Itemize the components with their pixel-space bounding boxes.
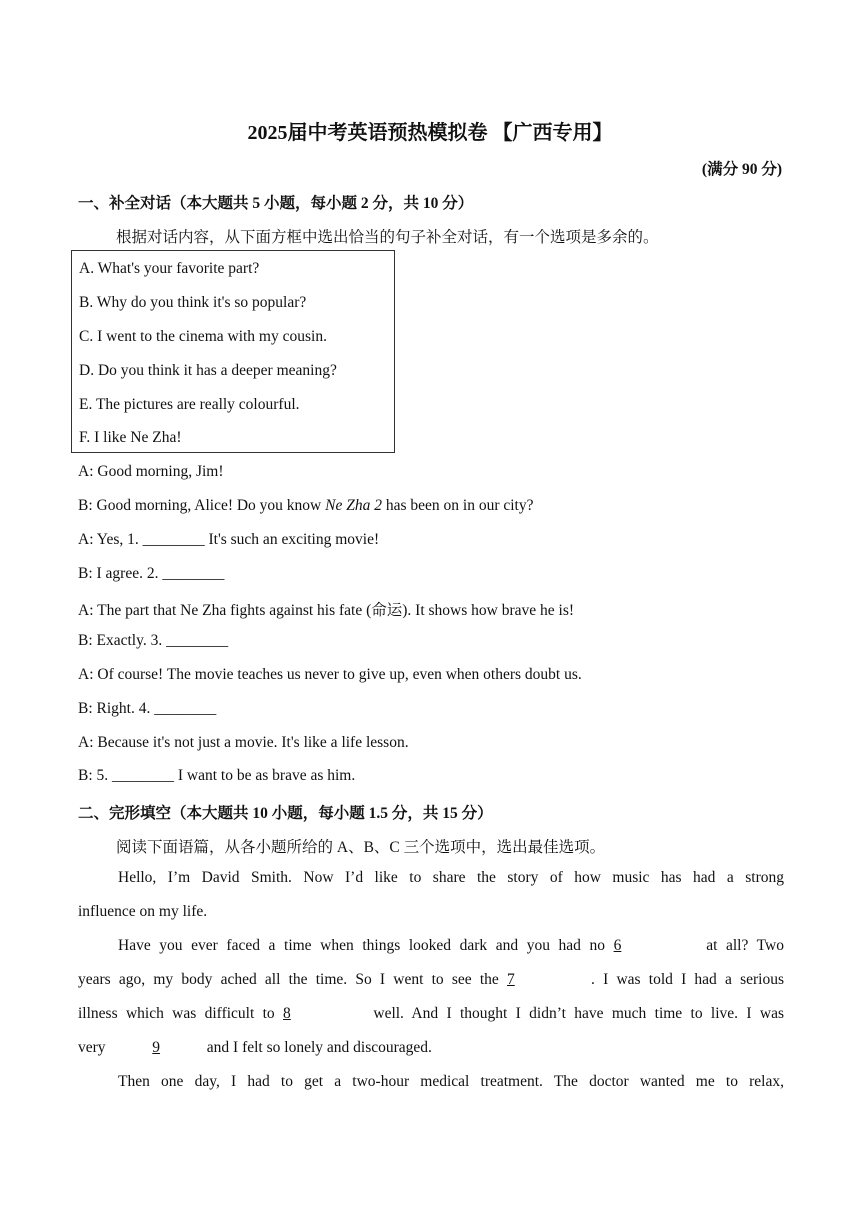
option-c: C. I went to the cinema with my cousin. xyxy=(79,328,327,345)
dialogue-line-3: A: Yes, 1. ________ It's such an exciting movie! xyxy=(78,531,380,548)
paragraph-1-line-2: influence on my life. xyxy=(78,903,208,920)
paragraph-2-line-2: years ago, my body ached all the time. So I went to see the 7 . I was told I had a serious xyxy=(78,971,785,988)
dialogue-line-2: B: Good morning, Alice! Do you know Ne Zha 2 has been on in our city? xyxy=(78,497,534,514)
paragraph-2-line-4: very 9 and I felt so lonely and discouraged. xyxy=(78,1039,432,1056)
section2-instruction: 阅读下面语篇，从各小题所给的 A、B、C 三个选项中，选出最佳选项。 xyxy=(116,839,606,856)
dialogue-line-5: A: The part that Ne Zha fights against his fate (命运). It shows how brave he is! xyxy=(78,602,575,619)
dialogue-line-8: B: Right. 4. ________ xyxy=(78,700,217,717)
blank-6: 6 xyxy=(613,937,622,954)
paragraph-1-line-1: Hello, I’m David Smith. Now I’d like to share the story of how music has had a strong xyxy=(118,869,784,886)
dialogue-line-6: B: Exactly. 3. ________ xyxy=(78,632,229,649)
paragraph-3-line-1: Then one day, I had to get a two-hour medical treatment. The doctor wanted me to relax, xyxy=(118,1073,784,1090)
option-f: F. I like Ne Zha! xyxy=(79,429,182,446)
dialogue-line-10: B: 5. ________ I want to be as brave as him. xyxy=(78,767,356,784)
full-score: (满分 90 分) xyxy=(701,161,782,178)
options-box xyxy=(71,250,395,453)
option-a: A. What's your favorite part? xyxy=(79,260,260,277)
dialogue-line-9: A: Because it's not just a movie. It's like a life lesson. xyxy=(78,734,409,751)
dialogue-line-1: A: Good morning, Jim! xyxy=(78,463,224,480)
option-b: B. Why do you think it's so popular? xyxy=(79,294,307,311)
movie-title: Ne Zha 2 xyxy=(325,497,382,514)
blank-9: 9 xyxy=(152,1039,161,1056)
dialogue-line-7: A: Of course! The movie teaches us never to give up, even when others doubt us. xyxy=(78,666,582,683)
dialogue-line-4: B: I agree. 2. ________ xyxy=(78,565,225,582)
section1-heading: 一、补全对话（本大题共 5 小题，每小题 2 分，共 10 分） xyxy=(78,195,474,212)
option-e: E. The pictures are really colourful. xyxy=(79,396,300,413)
page-title: 2025届中考英语预热模拟卷 【广西专用】 xyxy=(247,122,613,144)
blank-8: 8 xyxy=(283,1005,291,1022)
paragraph-2-line-1: Have you ever faced a time when things looked dark and you had no 6 at all? Two xyxy=(118,937,784,954)
paragraph-2-line-3: illness which was difficult to 8 well. And I thought I didn’t have much time to live. I was xyxy=(78,1005,785,1022)
option-d: D. Do you think it has a deeper meaning? xyxy=(79,362,337,379)
section1-instruction: 根据对话内容，从下面方框中选出恰当的句子补全对话，有一个选项是多余的。 xyxy=(116,229,659,246)
section2-heading: 二、完形填空（本大题共 10 小题，每小题 1.5 分，共 15 分） xyxy=(78,805,493,822)
blank-7: 7 xyxy=(507,971,515,988)
